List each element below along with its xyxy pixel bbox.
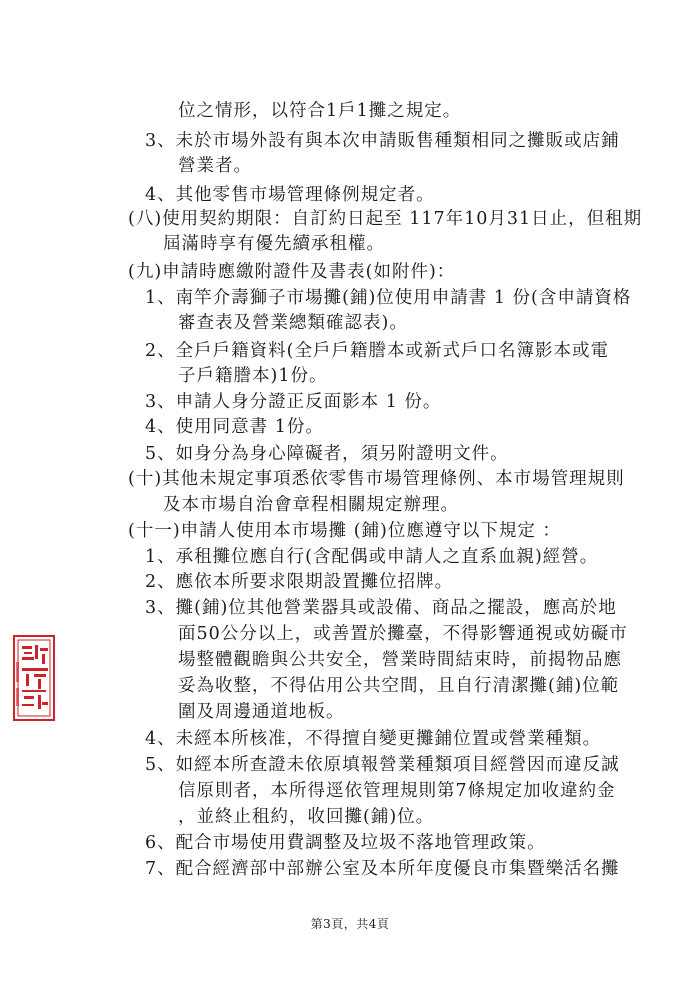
list-item-2: 2、應依本所要求限期設置攤位招牌。 (145, 572, 454, 592)
text-line: ，並終止租約，收回攤(鋪)位。 (178, 807, 435, 827)
list-item-6: 6、配合市場使用費調整及垃圾不落地管理政策。 (145, 833, 546, 853)
section-8-heading: (八)使用契約期限：自訂約日起至 117年10月31日止，但租期 (128, 209, 643, 229)
section-11-heading: (十一)申請人使用本市場攤 (鋪)位應遵守以下規定 ： (128, 521, 561, 541)
text-line: 位之情形，以符合1戶1攤之規定。 (178, 101, 462, 121)
list-item-1: 1、承租攤位應自行(含配偶或申請人之直系血親)經營。 (145, 547, 599, 567)
text-line: 場整體觀瞻與公共安全，營業時間結束時，前揭物品應 (178, 650, 622, 670)
list-item-4: 4、使用同意書 1份。 (145, 417, 324, 437)
list-item-3: 3、申請人身分證正反面影本 1 份。 (145, 392, 442, 412)
text-line: 信原則者，本所得逕依管理規則第7條規定加收違約金 (178, 781, 616, 801)
page-number: 第3頁，共4頁 (310, 917, 390, 931)
list-item-5: 5、如身分為身心障礙者，須另附證明文件。 (145, 444, 509, 464)
list-item-4: 4、未經本所核准，不得擅自變更攤鋪位置或營業種類。 (145, 729, 602, 749)
text-line: 及本市場自治會章程相關規定辦理。 (163, 495, 459, 515)
list-item-1: 1、南竿介壽獅子市場攤(鋪)位使用申請書 1 份(含申請資格 (145, 288, 632, 308)
text-line: 營業者。 (178, 156, 252, 176)
text-line: 妥為收整，不得佔用公共空間，且自行清潔攤(鋪)位範 (178, 676, 620, 696)
list-item-7: 7、配合經濟部中部辦公室及本所年度優良市集暨樂活名攤 (145, 859, 620, 879)
text-line: 圍及周邊通道地板。 (178, 702, 345, 722)
list-item-2: 2、全戶戶籍資料(全戶戶籍謄本或新式戶口名簿影本或電 (145, 341, 609, 361)
list-item-3: 3、未於市場外設有與本次申請販售種類相同之攤販或店鋪 (145, 131, 620, 151)
section-9-heading: (九)申請時應繳附證件及書表(如附件)： (128, 262, 456, 282)
text-line: 屆滿時享有優先續承租權。 (163, 234, 385, 254)
text-line: 審查表及營業總類確認表)。 (178, 313, 408, 333)
text-line: 子戶籍謄本)1份。 (178, 366, 328, 386)
seal-stamp-icon (0, 632, 58, 724)
list-item-4: 4、其他零售市場管理條例規定者。 (145, 185, 435, 205)
list-item-3: 3、攤(鋪)位其他營業器具或設備、商品之擺設，應高於地 (145, 598, 617, 618)
list-item-5: 5、如經本所查證未依原填報營業種類項目經營因而違反誠 (145, 755, 620, 775)
text-line: 面50公分以上，或善置於攤臺，不得影響通視或妨礙市 (178, 624, 628, 644)
section-10-heading: (十)其他未規定事項悉依零售市場管理條例、本市場管理規則 (128, 469, 625, 489)
